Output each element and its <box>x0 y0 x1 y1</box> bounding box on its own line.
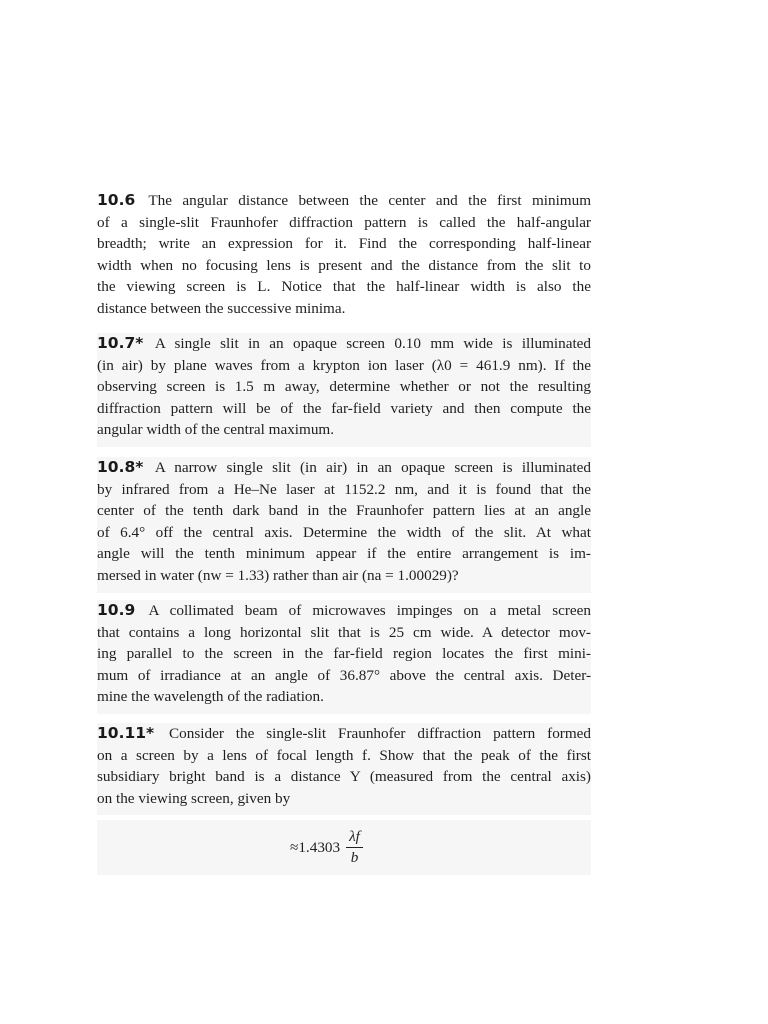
problem-number: 10.6 <box>97 191 136 209</box>
problem-line: (in air) by plane waves from a krypton ion laser (λ0 = 461.9 nm). If the <box>97 356 591 374</box>
problem-line: angle will the tenth minimum appear if the entire arrangement is im- <box>97 545 591 563</box>
problem-line: 10.11* Consider the single-slit Fraunhofer diffraction pattern formed <box>97 724 591 742</box>
problem-10-8 <box>97 457 591 593</box>
problem-10-11 <box>97 723 591 815</box>
problem-number: 10.9 <box>97 601 136 619</box>
problem-10-9 <box>97 600 591 714</box>
problem-line: distance between the successive minima. <box>97 299 346 317</box>
problem-line: 10.8* A narrow single slit (in air) in an opaque screen is illuminated <box>97 458 591 476</box>
problem-line: 10.7* A single slit in an opaque screen 0.10 mm wide is illuminated <box>97 334 592 352</box>
problem-number: 10.8* <box>97 458 144 476</box>
problem-line: observing screen is 1.5 m away, determine whether or not the resulting <box>97 378 591 396</box>
problem-line: angular width of the central maximum. <box>97 421 335 439</box>
problem-10-7 <box>97 333 591 447</box>
problem-line: center of the tenth dark band in the Fraunhofer pattern lies at an angle <box>97 502 591 520</box>
problem-line: mersed in water (nw = 1.33) rather than air (na = 1.00029)? <box>97 566 459 584</box>
problem-line: 10.6 The angular distance between the center and the first minimum <box>97 191 592 209</box>
problem-line: that contains a long horizontal slit that is 25 cm wide. A detector mov- <box>97 623 591 641</box>
problem-number: 10.7* <box>97 334 144 352</box>
problem-line: subsidiary bright band is a distance Y (measured from the central axis) <box>97 768 591 786</box>
problem-line: on a screen by a lens of focal length f. Show that the peak of the first <box>97 746 591 764</box>
problem-line: of 6.4° off the central axis. Determine the width of the slit. At what <box>97 523 591 541</box>
fraction-denominator: b <box>350 849 359 866</box>
problem-line: diffraction pattern will be of the far-field variety and then compute the <box>97 399 591 417</box>
problem-line: mine the wavelength of the radiation. <box>97 688 324 706</box>
problem-line: of a single-slit Fraunhofer diffraction pattern is called the half-angular <box>97 213 591 231</box>
problem-line: ing parallel to the screen in the far-field region locates the first mini- <box>97 645 591 663</box>
problem-line: the viewing screen is L. Notice that the half-linear width is also the <box>97 278 591 296</box>
fraction-numerator: λf <box>346 828 363 848</box>
equation <box>290 828 363 867</box>
problem-line: 10.9 A collimated beam of microwaves impinges on a metal screen <box>97 601 591 619</box>
problem-line: on the viewing screen, given by <box>97 789 291 807</box>
problem-line: mum of irradiance at an angle of 36.87° above the central axis. Deter- <box>97 666 591 684</box>
problem-line: breadth; write an expression for it. Find the corresponding half-linear <box>97 235 591 253</box>
problem-line: by infrared from a He–Ne laser at 1152.2 nm, and it is found that the <box>97 480 591 498</box>
problem-10-6 <box>97 190 591 326</box>
problem-number: 10.11* <box>97 724 155 742</box>
problem-line: width when no focusing lens is present and the distance from the slit to <box>97 256 591 274</box>
equation-prefix: ≈1.4303 <box>290 838 341 856</box>
fraction <box>346 828 363 867</box>
